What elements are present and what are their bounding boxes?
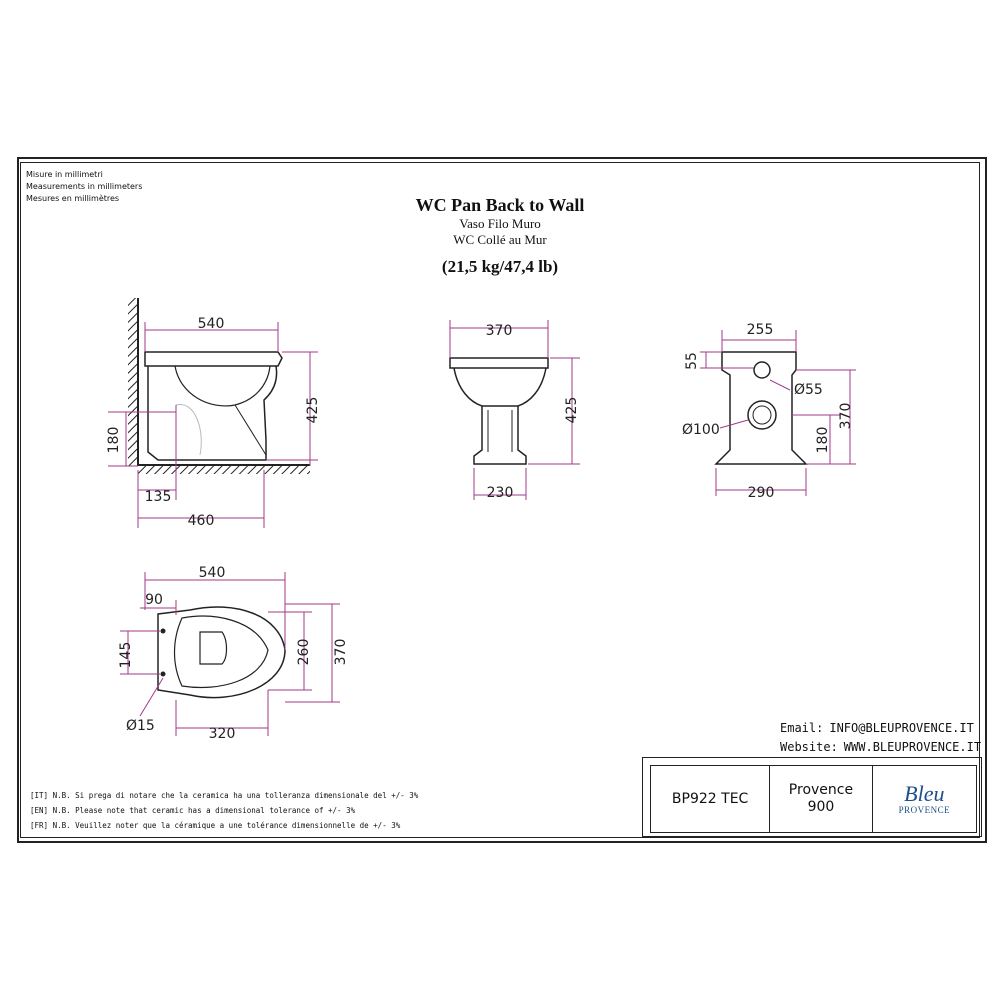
plan-bowl <box>175 616 269 687</box>
title-block-table <box>650 765 977 833</box>
collection-number: 900 <box>807 799 835 815</box>
dim-rear-small-hole: Ø55 <box>794 382 823 398</box>
dim-front-height: 425 <box>564 396 580 424</box>
units-note-it: Misure in millimetri <box>26 170 103 179</box>
note-it: [IT] N.B. Si prega di notare che la ceramica ha una tolleranza dimensionale del +/- 3% <box>30 791 419 800</box>
product-code: BP922 TEC <box>651 766 770 832</box>
units-note-en: Measurements in millimeters <box>26 182 143 191</box>
dim-rear-top-offset: 55 <box>684 352 700 370</box>
side-dimension-lines <box>108 322 318 528</box>
side-seat <box>145 352 282 366</box>
front-dimension-labels <box>486 323 580 501</box>
dim-plan-fix-offset: 90 <box>145 592 163 608</box>
dim-side-height: 425 <box>305 396 321 424</box>
logo-word: Bleu <box>904 781 945 806</box>
contact-website <box>780 740 987 754</box>
dim-side-outlet-offset: 135 <box>144 489 172 505</box>
dim-front-width: 370 <box>485 323 513 339</box>
collection-name: Provence <box>788 782 854 798</box>
email-value[interactable]: INFO@BLEUPROVENCE.IT <box>829 721 974 735</box>
side-bowl-inner <box>175 366 270 406</box>
collection-cell <box>770 766 872 832</box>
rear-body <box>716 352 806 464</box>
note-fr: [FR] N.B. Veuillez noter que la céramique a une tolérance dimensionnelle de +/- 3% <box>30 821 401 830</box>
website-value[interactable]: WWW.BLEUPROVENCE.IT <box>843 740 982 754</box>
email-label: Email: <box>780 721 824 735</box>
rear-view <box>682 322 856 501</box>
title-french: WC Collé au Mur <box>453 232 547 247</box>
rear-small-hole <box>754 362 770 378</box>
dim-side-width: 540 <box>197 316 225 332</box>
plan-fixing-hole-top <box>161 629 166 634</box>
rear-outlet-hole <box>748 401 776 429</box>
title-italian: Vaso Filo Muro <box>459 216 541 231</box>
website-label: Website: <box>780 740 838 754</box>
dim-side-outlet-height: 180 <box>106 426 122 454</box>
front-dimension-lines <box>450 320 580 500</box>
dim-plan-fix-hole: Ø15 <box>126 718 155 734</box>
wall-hatch <box>128 298 137 466</box>
front-view <box>450 320 580 501</box>
dim-plan-bowl-length: 320 <box>208 726 236 742</box>
dim-plan-seat-width: 260 <box>296 638 312 666</box>
side-pedestal <box>235 405 266 455</box>
front-bowl <box>454 368 546 406</box>
title-main: WC Pan Back to Wall <box>415 195 585 215</box>
dim-front-base-width: 230 <box>486 485 514 501</box>
plan-outlet <box>200 632 227 664</box>
floor-hatch <box>138 466 310 474</box>
side-view <box>106 298 321 529</box>
rear-outlet-inner <box>753 406 771 424</box>
title-weight: (21,5 kg/47,4 lb) <box>441 257 559 276</box>
contact-email <box>780 721 980 735</box>
tolerance-notes <box>30 788 418 833</box>
dim-plan-fix-span: 145 <box>118 641 134 669</box>
side-bowl <box>148 366 277 460</box>
dim-rear-outlet-height: 180 <box>815 426 831 454</box>
plan-dimension-labels <box>118 565 349 742</box>
side-trap <box>176 404 201 455</box>
rear-dimension-labels <box>682 322 854 501</box>
brand-logo <box>873 766 976 832</box>
front-seat <box>450 358 548 368</box>
dim-rear-large-hole: Ø100 <box>682 422 720 438</box>
plan-view <box>118 565 349 742</box>
dim-rear-base-width: 290 <box>747 485 775 501</box>
units-note-fr: Mesures en millimètres <box>26 194 120 203</box>
dim-plan-length: 540 <box>198 565 226 581</box>
rear-dimension-lines <box>700 330 856 496</box>
dim-rear-height: 370 <box>838 402 854 430</box>
dim-rear-width: 255 <box>746 322 774 338</box>
plan-fixing-hole-bottom <box>161 672 166 677</box>
logo-sub: PROVENCE <box>898 805 951 815</box>
plan-outline <box>158 607 285 698</box>
dim-side-base-length: 460 <box>187 513 215 529</box>
note-en: [EN] N.B. Please note that ceramic has a dimensional tolerance of +/- 3% <box>30 806 356 815</box>
dim-plan-width: 370 <box>333 638 349 666</box>
front-pedestal <box>474 406 526 464</box>
